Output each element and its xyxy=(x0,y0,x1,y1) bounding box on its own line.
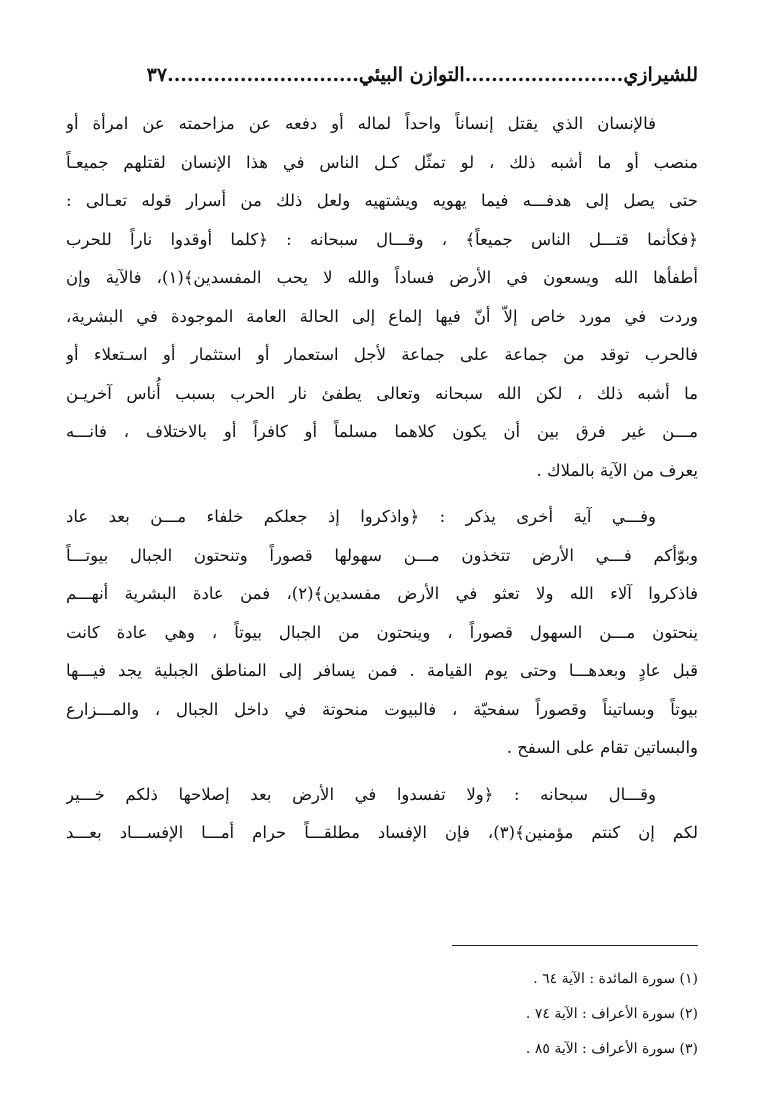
page-number: ٣٧ xyxy=(146,64,168,86)
body-line: لكم إن كنتم مؤمنين﴾(٣)، فإن الإفساد مطلقـــاً حرام أمـــا الإفســـاد بعـــد xyxy=(66,823,698,842)
body-line: وفـــي آية أخرى يذكر : ﴿واذكروا إذ جعلكم خلفاء مـــن بعد عاد xyxy=(66,507,656,526)
body-line: وقـــال سبحانه : ﴿ولا تفسدوا في الأرض بعد إصلاحها ذلكم خـــير xyxy=(66,784,656,804)
body-line: ﴿فكأنما قتـــل الناس جميعاً﴾ ، وقـــال سبحانه : ﴿كلما أوقدوا ناراً للحرب xyxy=(66,229,698,249)
body-line: فالحرب توقد من جماعة على جماعة لأجل استعمار أو استثمار أو اسـتعلاء أو xyxy=(66,345,698,364)
body-line: مـــن غير فرق بين أن يكون كلاهما مسلماً أو كافراً أو بالاختلاف ، فانـــه xyxy=(66,422,698,441)
body-line: ينحتون مـــن السهول قصوراً ، وينحتون من الجبال بيوتاً ، وهي عادة كانت xyxy=(66,622,698,642)
header-author: للشيرازي xyxy=(623,64,698,86)
footnote-separator xyxy=(452,945,698,946)
body-line: فاذكروا آلاء الله ولا تعثو في الأرض مفسدين﴾(٢)، فمن عادة البشرية أنهـــم xyxy=(66,584,698,603)
body-line: والبساتين تقام على السفح . xyxy=(506,738,698,757)
body-line: وردت في مورد خاص إلاّ أنّ فيها إلماع إلى الحالة العامة الموجودة في البشرية، xyxy=(66,306,698,326)
footnote-item: (١) سورة المائدة : الآية ٦٤ . xyxy=(533,971,698,987)
header-dots-leader: ............................. xyxy=(167,64,359,86)
header-dots-leader: ........................ xyxy=(464,64,624,86)
body-line: بيوتاً وبساتيناً وقصوراً سفحيّة ، فالبيوت منحوتة في داخل الجبال ، والمـــزارع xyxy=(66,699,698,719)
body-line: منصب أو ما أشبه ذلك ، لو تمثّل كـل الناس في هذا الإنسان لقتلهم جميعـاً xyxy=(66,152,698,172)
running-header xyxy=(96,58,698,92)
footnote-item: (٣) سورة الأعراف : الآية ٨٥ . xyxy=(525,1041,698,1057)
body-line: يعرف من الآية بالملاك . xyxy=(536,460,698,480)
body-text xyxy=(66,105,698,853)
footnotes xyxy=(398,962,698,1067)
body-line: ما أشبه ذلك ، لكن الله سبحانه وتعالى يطفئ نار الحرب بسبب أُناس آخريـن xyxy=(66,383,698,403)
body-line: أطفأها الله ويسعون في الأرض فساداً والله لا يحب المفسدين﴾(١)، فالآية وإن xyxy=(66,268,698,287)
footnote-item: (٢) سورة الأعراف : الآية ٧٤ . xyxy=(525,1006,698,1022)
body-line: وبوّأكم فـــي الأرض تتخذون مـــن سهولها قصوراً وتنحتون الجبال بيوتـــاً xyxy=(66,545,698,565)
header-title: التوازن البيئي xyxy=(358,64,465,86)
body-line: قبل عادٍ وبعدهـــا وحتى يوم القيامة . فمن يسافر إلى المناطق الجبلية يجد فيـــها xyxy=(66,661,698,680)
body-line: حتى يصل إلى هدفـــه فيما يهويه ويشتهيه ولعل ذلك من أسرار قوله تعـالى : xyxy=(66,191,698,210)
body-line: فالإنسان الذي يقتل إنساناً واحداً لماله أو دفعه عن مزاحمته عن امرأة أو xyxy=(66,114,656,133)
